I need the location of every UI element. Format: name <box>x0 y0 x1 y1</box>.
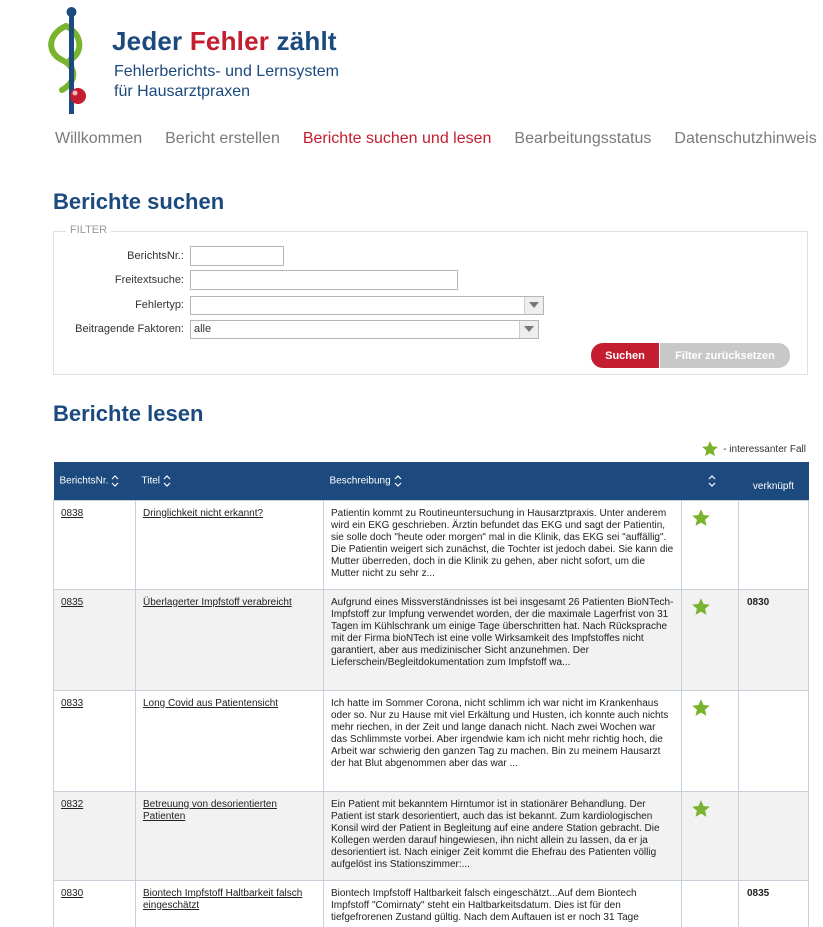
cell-nr <box>54 589 136 690</box>
table-row <box>54 791 809 880</box>
filter-panel <box>53 224 808 375</box>
star-legend <box>701 440 806 458</box>
fehlertyp-select[interactable] <box>190 296 544 315</box>
cell-nr <box>54 500 136 589</box>
logo-title: Jeder Fehler zählt <box>112 26 337 56</box>
cell-verknuepft <box>739 690 809 791</box>
cell-beschreibung: Ich hatte im Sommer Corona, nicht schlimm ich war nicht im Krankenhaus oder so. Nur zu Hause mit viel Erkältung und Husten, ich konnte auch nichts mehr riechen, in der Zeit und lange danach nicht. Nach zwei Wochen war das Schlimmste vorbei. Aber irgendwie kam ich nicht mehr richtig hoch, die Arbeit war schwierig den ganzen Tag zu machen. Bin zu meinem Hausarzt der hat Blut abgenommen aber das war ... <box>324 690 682 791</box>
logo-subtitle: Fehlerberichts- und Lernsystem für Hausarztpraxen <box>114 63 339 100</box>
star-icon <box>691 597 711 617</box>
cell-star <box>682 500 739 589</box>
table-header <box>54 462 809 500</box>
cell-star <box>682 589 739 690</box>
fehlertyp-label: Fehlertyp: <box>135 299 184 311</box>
cell-verknuepft <box>739 589 809 690</box>
cell-beschreibung: Aufgrund eines Missverständnisses ist bei insgesamt 26 Patienten BioNTech-Impfstoff zur Impfung verwendet worden, der die maximale Lagerfrist von 31 Tagen im Kühlschrank um einige Tage überschritten hat. Nach Rücksprache mit der Firma bioNTech ist eine volle Wirksamkeit des Impfstoffes nicht garantiert, aber aus medizinischer Sicht anzunehmen. Der Lieferschein/Begleitdokumentation zum Impfstoff wa... <box>324 589 682 690</box>
report-link[interactable]: 0830 <box>61 887 84 899</box>
report-title-link[interactable]: Biontech Impfstoff Haltbarkeit falsch eingeschätzt <box>143 887 303 911</box>
linked-report-link[interactable]: 0835 <box>747 887 770 899</box>
cell-titel <box>136 690 324 791</box>
table-row <box>54 500 809 589</box>
table-row <box>54 880 809 927</box>
cell-titel <box>136 791 324 880</box>
sort-icon <box>394 474 402 488</box>
report-link[interactable]: 0832 <box>61 798 84 810</box>
cell-star <box>682 791 739 880</box>
star-icon <box>691 508 711 528</box>
cell-beschreibung: Biontech Impfstoff Haltbarkeit falsch eingeschätzt...Auf dem Biontech Impfstoff "Comirnaty" steht ein Haltbarkeitsdatum. Dies ist für den tiefgefrorenen Zustand gültig. Nach dem Auftauen ist er noch 31 Tage <box>324 880 682 927</box>
table-row <box>54 690 809 791</box>
main-nav <box>55 130 817 148</box>
nav-bericht-erstellen[interactable]: Bericht erstellen <box>165 130 280 147</box>
reports-table <box>53 462 809 927</box>
col-berichtsnr[interactable]: BerichtsNr. <box>54 462 136 500</box>
report-title-link[interactable]: Betreuung von desorientierten Patienten <box>143 798 277 822</box>
linked-report-link[interactable]: 0830 <box>747 596 770 608</box>
faktoren-row <box>54 319 539 339</box>
caduceus-logo-icon <box>44 6 96 118</box>
cell-titel <box>136 500 324 589</box>
cell-nr <box>54 690 136 791</box>
freitext-input[interactable] <box>190 270 458 290</box>
col-titel[interactable]: Titel <box>136 462 324 500</box>
berichtsnr-label: BerichtsNr.: <box>127 250 184 262</box>
sort-icon <box>163 474 171 488</box>
nav-willkommen[interactable]: Willkommen <box>55 130 143 147</box>
cell-nr <box>54 791 136 880</box>
nav-berichte-suchen[interactable]: Berichte suchen und lesen <box>302 130 492 147</box>
report-link[interactable]: 0833 <box>61 697 84 709</box>
cell-nr <box>54 880 136 927</box>
star-icon <box>691 698 711 718</box>
cell-verknuepft <box>739 500 809 589</box>
report-title-link[interactable]: Dringlichkeit nicht erkannt? <box>143 507 264 519</box>
star-icon <box>701 440 719 458</box>
nav-bearbeitungsstatus[interactable]: Bearbeitungsstatus <box>514 130 652 147</box>
star-icon <box>691 799 711 819</box>
cell-beschreibung: Ein Patient mit bekanntem Hirntumor ist in stationärer Behandlung. Der Patient ist stark desorientiert, auch das ist bekannt. Zum kardiologischen Konsil wird der Patient in Begleitung auf eine andere Station gebracht. Die Kollegen werden darauf hingewiesen, ihn nicht allein zu lassen, da er ja desorientiert ist. Nach einiger Zeit kommt die Ehefrau des Patienten völlig aufgelöst ins Stationszimmer:... <box>324 791 682 880</box>
reset-filter-button[interactable]: Filter zurücksetzen <box>660 343 790 368</box>
cell-verknuepft <box>739 791 809 880</box>
table-row <box>54 589 809 690</box>
star-legend-text: - interessanter Fall <box>723 443 806 455</box>
report-title-link[interactable]: Long Covid aus Patientensicht <box>143 697 279 709</box>
logo[interactable] <box>44 6 364 118</box>
col-star[interactable] <box>682 462 739 500</box>
dropdown-arrow-icon[interactable] <box>524 297 543 314</box>
report-link[interactable]: 0835 <box>61 596 84 608</box>
col-beschreibung[interactable]: Beschreibung <box>324 462 682 500</box>
cell-star <box>682 880 739 927</box>
dropdown-arrow-icon[interactable] <box>519 321 538 338</box>
search-heading: Berichte suchen <box>53 189 225 214</box>
berichtsnr-row <box>54 246 284 266</box>
report-link[interactable]: 0838 <box>61 507 84 519</box>
col-verknuepft: verknüpft <box>739 462 809 500</box>
sort-icon <box>708 474 716 488</box>
faktoren-value: alle <box>194 323 212 335</box>
freitext-label: Freitextsuche: <box>114 274 184 286</box>
faktoren-select[interactable] <box>190 320 539 339</box>
freitext-row <box>54 270 458 290</box>
sort-icon <box>111 474 119 488</box>
faktoren-label: Beitragende Faktoren: <box>75 323 184 335</box>
filter-legend: FILTER <box>66 224 111 236</box>
cell-star <box>682 690 739 791</box>
fehlertyp-row <box>54 295 544 315</box>
cell-titel <box>136 880 324 927</box>
nav-datenschutzhinweis[interactable]: Datenschutzhinweis <box>674 130 817 147</box>
berichtsnr-input[interactable] <box>190 246 284 266</box>
cell-verknuepft <box>739 880 809 927</box>
cell-titel <box>136 589 324 690</box>
read-heading: Berichte lesen <box>53 401 204 426</box>
report-title-link[interactable]: Überlagerter Impfstoff verabreicht <box>143 596 292 608</box>
search-button[interactable]: Suchen <box>591 343 659 368</box>
cell-beschreibung: Patientin kommt zu Routineuntersuchung in Hausarztpraxis. Unter anderem wird ein EKG geschrieben. Ärztin befundet das EKG und sagt der Patientin, sie solle doch "heute oder morgen" mal in die Klinik, das EKG sei "auffällig". Die Patientin weigert sich zunächst, die Tochter ist jedoch dabei. Sie kann die Mutter überreden, doch in die Klinik zu gehen, aber nicht sofort, um die Mutter nicht zu sehr z... <box>324 500 682 589</box>
